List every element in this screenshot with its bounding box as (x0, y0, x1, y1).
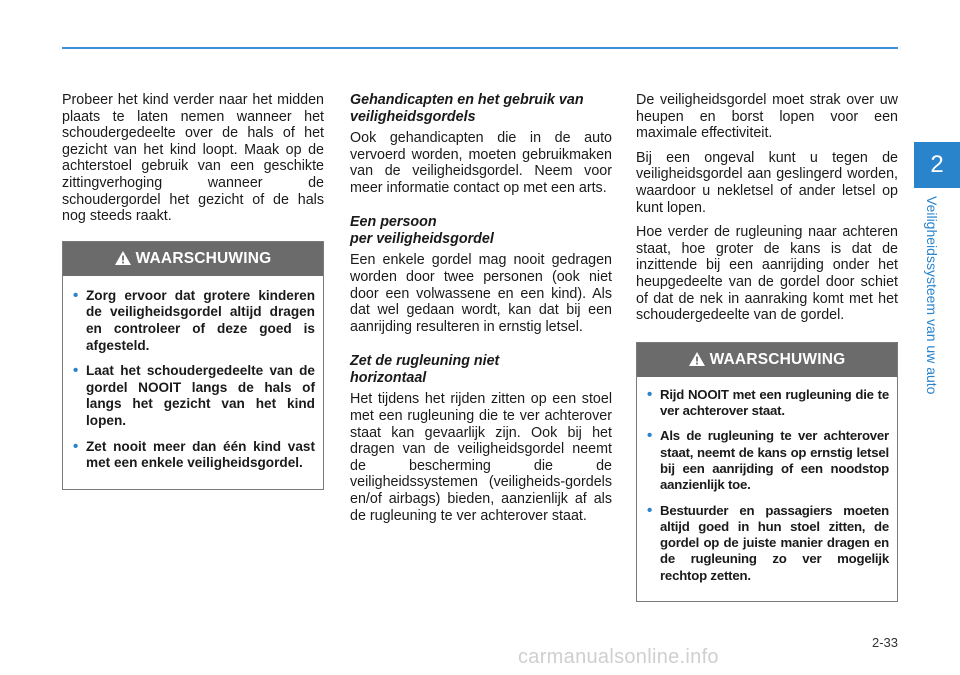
warning-box (636, 342, 898, 602)
column-left (62, 92, 324, 490)
section-heading (350, 214, 612, 248)
warning-list (63, 276, 323, 489)
warning-item: • Zorg ervoor dat grotere kinderen de veiligheidsgordel altijd dragen en controleer of deze goed is afgesteld. (73, 288, 315, 354)
warning-item: • Zet nooit meer dan één kind vast met een enkele veiligheidsgordel. (73, 439, 315, 472)
paragraph: Het tijdens het rijden zitten op een stoel met een rugleuning die te ver achterover staat kan gevaarlijk zijn. Ook bij het dragen van de veiligheidsgordel neemt de bescherming die de veiligheidssystemen (veiligheids-gordels en/of airbags) bieden, aanzienlijk af als de rugleuning te ver achterover staat. (350, 391, 612, 524)
paragraph: Probeer het kind verder naar het midden plaats te laten nemen wanneer het schoudergedeelte over de hals of het gezicht van het kind loopt. Maak op de achterstoel gebruik van een geschikte zittingverhoging wanneer de schoudergordel het gezicht of de hals nog steeds raakt. (62, 92, 324, 225)
paragraph: De veiligheidsgordel moet strak over uw heupen en borst lopen voor een maximale effectiviteit. (636, 92, 898, 142)
watermark: carmanualsonline.info (518, 646, 719, 668)
page-number: 2-33 (871, 635, 898, 650)
warning-header (637, 343, 897, 377)
heading-line: horizontaal (350, 370, 427, 387)
heading-line: Zet de rugleuning niet (350, 353, 500, 370)
section-heading (350, 353, 612, 387)
column-middle (350, 92, 612, 532)
chapter-tab: 2 (914, 142, 960, 188)
warning-item: • Als de rugleuning te ver achterover staat, neemt de kans op ernstig letsel bij een aanrijding of een noodstop aanzienlijk toe. (647, 428, 889, 493)
warning-item: • Laat het schoudergedeelte van de gordel NOOIT langs de hals of langs het gezicht van het kind lopen. (73, 363, 315, 429)
paragraph: Hoe verder de rugleuning naar achteren staat, hoe groter de kans is dat de inzittende bij een aanrijding onder het heupgedeelte van de gordel door schiet of dat de nek in aanraking komt met het schoudergedeelte van de gordel. (636, 224, 898, 324)
warning-triangle-icon (115, 251, 131, 265)
warning-item: • Rijd NOOIT met een rugleuning die te ver achterover staat. (647, 387, 889, 420)
warning-title: WAARSCHUWING (135, 249, 272, 267)
warning-title: WAARSCHUWING (709, 350, 846, 368)
warning-triangle-icon (689, 352, 705, 366)
section-heading: Gehandicapten en het gebruik van veiligheidsgordels (350, 92, 584, 125)
chapter-label: Veiligheidssysteem van uw auto (924, 196, 940, 395)
top-rule (62, 47, 898, 49)
warning-list (637, 377, 897, 601)
heading-line: Een persoon (350, 214, 437, 231)
warning-item: • Bestuurder en passagiers moeten altijd goed in hun stoel zitten, de gordel op de juiste manier dragen en de rugleuning zo ver mogelijk rechtop zetten. (647, 503, 889, 584)
warning-header (63, 242, 323, 276)
paragraph: Bij een ongeval kunt u tegen de veiligheidsgordel aan geslingerd worden, waardoor u nekletsel of ander letsel op kunt lopen. (636, 149, 898, 216)
warning-box (62, 241, 324, 490)
column-right (636, 92, 898, 602)
paragraph: Een enkele gordel mag nooit gedragen worden door twee personen (ook niet door een volwassene en een kind). Als dat wel gedaan wordt, kan dat bij een aanrijding resulteren in ernstig letsel. (350, 252, 612, 335)
paragraph: Ook gehandicapten die in de auto vervoerd worden, moeten gebruikmaken van de veiligheidsgordel. Neem voor meer informatie contact op met een arts. (350, 130, 612, 196)
heading-line: per veiligheidsgordel (350, 231, 494, 248)
